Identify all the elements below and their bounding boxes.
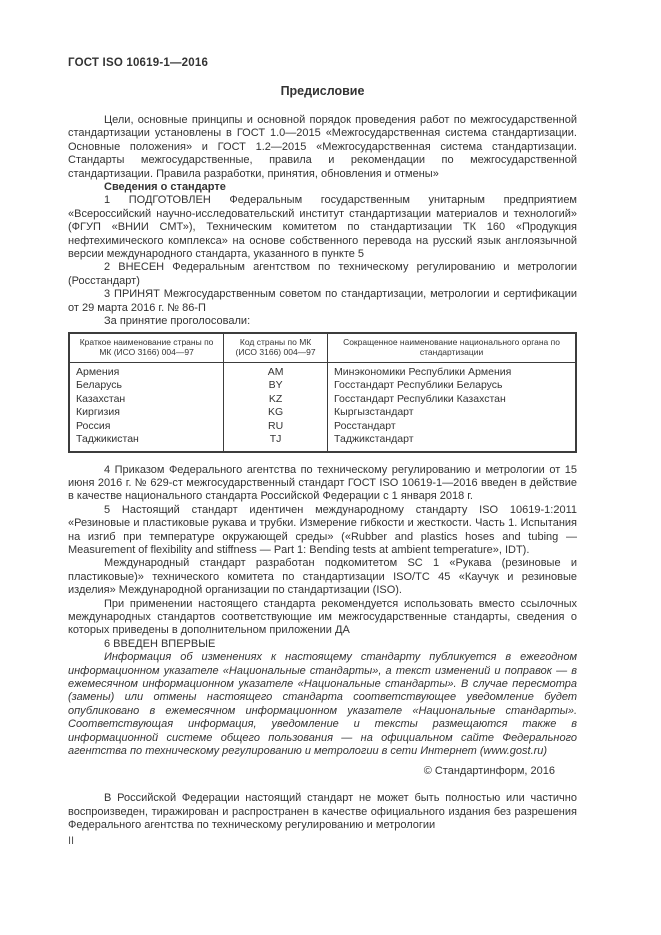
cell-code: KZ <box>224 393 328 407</box>
vote-table <box>68 332 577 453</box>
cell-code: AM <box>224 362 328 379</box>
table-row <box>69 379 576 393</box>
cell-body: Таджикстандарт <box>328 433 576 452</box>
item-identical: 5 Настоящий стандарт идентичен международному стандарту ISO 10619-1:2011 «Резиновые и пластиковые рукава и трубки. Измерение гибкости и жесткости. Часть 1. Испытания на изгиб при температуре окружающей среды» («Rubber and plastics hoses and tubing — Measurement of flexibility and stiffness — Part 1: Bending tests at ambient temperature», IDT). <box>68 503 577 556</box>
vote-table-header-row <box>69 333 576 363</box>
item-submitted: 2 ВНЕСЕН Федеральным агентством по техническому регулированию и метрологии (Росстандарт) <box>68 261 577 287</box>
table-row <box>69 433 576 452</box>
doc-designation: ГОСТ ISO 10619-1—2016 <box>68 57 209 69</box>
table-row <box>69 393 576 407</box>
cell-body: Госстандарт Республики Беларусь <box>328 379 576 393</box>
cell-country: Россия <box>69 420 224 434</box>
item-prepared: 1 ПОДГОТОВЛЕН Федеральным государственным унитарным предприятием «Всероссийский научно-исследовательский институт стандартизации материалов и технологий» (ФГУП «ВНИИ СМТ»), Техническим комитетом по стандартизации ТК 160 «Продукция нефтехимического комплекса» на основе собственного перевода на русский язык англоязычной версии международного стандарта, указанного в пункте 5 <box>68 194 577 261</box>
vote-caption: За принятие проголосовали: <box>104 315 251 328</box>
reproduction-restriction: В Российской Федерации настоящий стандарт не может быть полностью или частично воспроизведен, тиражирован и распространен в качестве официального издания без разрешения Федерального агентства по техническому регулированию и метрологии <box>68 792 577 832</box>
intro-paragraph: Цели, основные принципы и основной порядок проведения работ по межгосударственной стандартизации установлены в ГОСТ 1.0—2015 «Межгосударственная система стандартизации. Основные положения» и ГОСТ 1.2—2015 «Межгосударственная система стандартизации. Стандарты межгосударственные, правила и рекомендации по межгосударственной стандартизации. Правила разработки, принятия, обновления и отмены» <box>68 114 577 180</box>
cell-code: RU <box>224 420 328 434</box>
cell-code: BY <box>224 379 328 393</box>
column-header-country: Краткое наименование страны по МК (ИСО 3166) 004—97 <box>69 333 224 363</box>
cell-country: Беларусь <box>69 379 224 393</box>
cell-body: Госстандарт Республики Казахстан <box>328 393 576 407</box>
cell-body: Росстандарт <box>328 420 576 434</box>
page-title: Предисловие <box>280 84 365 98</box>
table-row <box>69 406 576 420</box>
table-row <box>69 362 576 379</box>
cell-country: Армения <box>69 362 224 379</box>
changes-notice: Информация об изменениях к настоящему стандарту публикуется в ежегодном информационном указателе «Национальные стандарты», а текст изменений и поправок — в ежемесячном информационном указателе «Национальные стандарты». В случае пересмотра (замены) или отмены настоящего стандарта соответствующее уведомление будет опубликовано в ежемесячном информационном указателе «Национальные стандарты». Соответствующая информация, уведомление и тексты размещаются также в информационной системе общего пользования — на официальном сайте Федерального агентства по техническому регулированию и метрологии в сети Интернет (www.gost.ru) <box>68 651 577 758</box>
page-number: II <box>68 834 75 847</box>
cell-body: Кыргызстандарт <box>328 406 576 420</box>
cell-country: Киргизия <box>69 406 224 420</box>
column-header-code: Код страны по МК (ИСО 3166) 004—97 <box>224 333 328 363</box>
item-order: 4 Приказом Федерального агентства по техническому регулированию и метрологии от 15 июня 2016 г. № 629-ст межгосударственный стандарт ГОСТ ISO 10619-1—2016 введен в действие в качестве национального стандарта Российской Федерации с 1 января 2018 г. <box>68 463 577 503</box>
item-first-introduced: 6 ВВЕДЕН ВПЕРВЫЕ <box>104 637 216 650</box>
item-application-note: При применении настоящего стандарта рекомендуется использовать вместо ссылочных международных стандартов соответствующие им межгосударственные стандарты, сведения о которых приведены в дополнительном приложении ДА <box>68 597 577 637</box>
column-header-body: Сокращенное наименование национального органа по стандартизации <box>328 333 576 363</box>
cell-code: KG <box>224 406 328 420</box>
table-row <box>69 420 576 434</box>
item-developed-by: Международный стандарт разработан подкомитетом SC 1 «Рукава (резиновые и пластиковые)» технического комитета по стандартизации ISO/TC 45 «Каучук и резиновые изделия» Международной организации по стандартизации (ISO). <box>68 557 577 597</box>
cell-country: Таджикистан <box>69 433 224 452</box>
item-adopted: 3 ПРИНЯТ Межгосударственным советом по стандартизации, метрологии и сертификации от 29 марта 2016 г. № 86-П <box>68 288 577 314</box>
cell-body: Минэкономики Республики Армения <box>328 362 576 379</box>
cell-country: Казахстан <box>69 393 224 407</box>
cell-code: TJ <box>224 433 328 452</box>
copyright-line: © Стандартинформ, 2016 <box>423 765 555 778</box>
standard-info-heading: Сведения о стандарте <box>104 181 226 194</box>
